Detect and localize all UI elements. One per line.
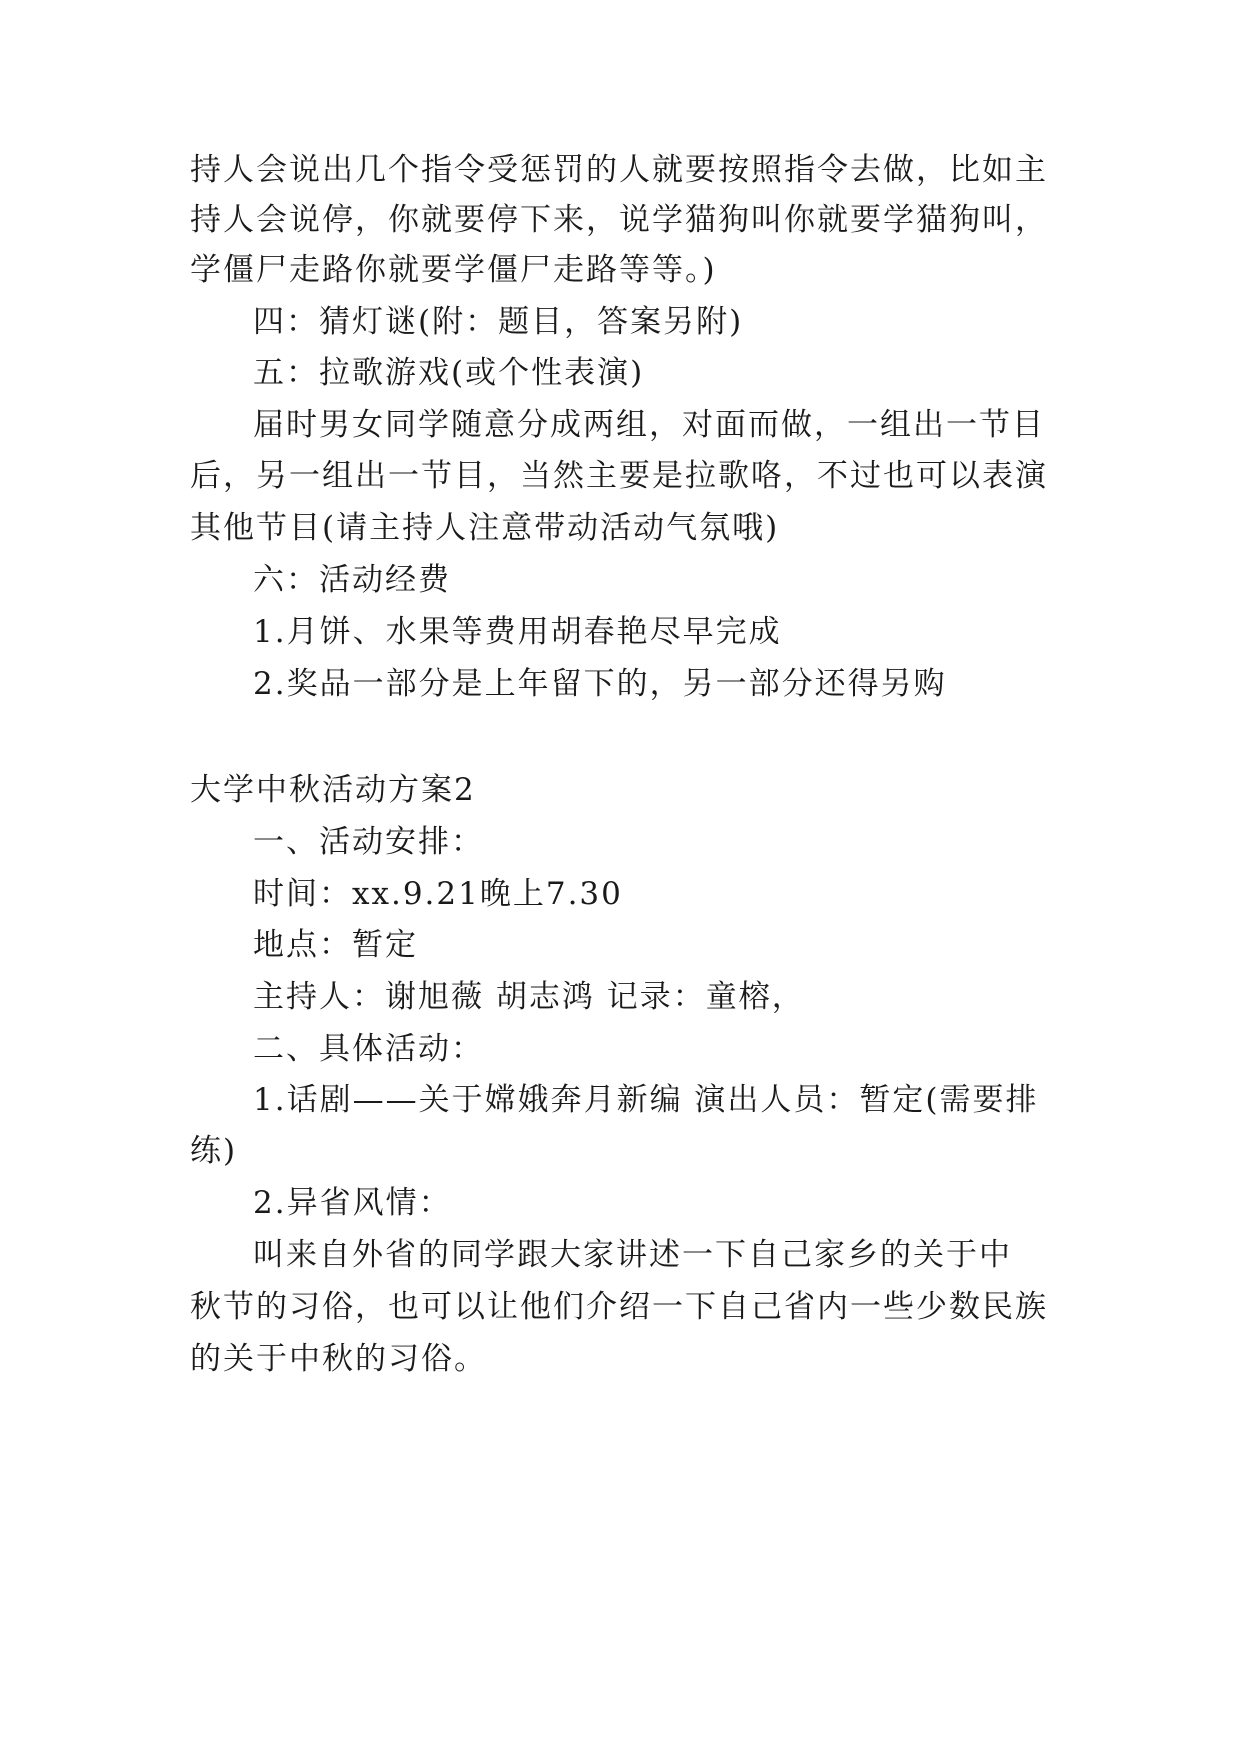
place-line: 地点：暂定 <box>253 927 418 963</box>
activity-one-line: 1.话剧——关于嫦娥奔月新编 演出人员：暂定(需要排 <box>253 1082 1039 1118</box>
list-item: 2.奖品一部分是上年留下的，另一部分还得另购 <box>253 666 947 702</box>
paragraph-line: 后，另一组出一节目，当然主要是拉歌咯，不过也可以表演 <box>190 458 1048 494</box>
host-line: 主持人：谢旭薇 胡志鸿 记录：童榕， <box>253 979 805 1015</box>
heading-part-two: 二、具体活动： <box>253 1031 484 1067</box>
paragraph-line: 持人会说出几个指令受惩罚的人就要按照指令去做，比如主 <box>190 152 1048 188</box>
activity-two-title: 2.异省风情： <box>253 1185 452 1221</box>
paragraph-line: 其他节目(请主持人注意带动活动气氛哦) <box>190 510 780 546</box>
activity-one-line: 练) <box>190 1133 238 1169</box>
list-item-four: 四：猜灯谜(附：题目，答案另附) <box>253 304 744 340</box>
paragraph-line: 叫来自外省的同学跟大家讲述一下自己家乡的关于中 <box>253 1237 1012 1273</box>
section-title: 大学中秋活动方案2 <box>190 772 476 808</box>
list-item-six: 六：活动经费 <box>253 562 451 598</box>
paragraph-line: 届时男女同学随意分成两组，对面而做，一组出一节目 <box>253 407 1045 443</box>
paragraph-line: 秋节的习俗，也可以让他们介绍一下自己省内一些少数民族 <box>190 1289 1048 1325</box>
paragraph-line: 持人会说停，你就要停下来，说学猫狗叫你就要学猫狗叫， <box>190 202 1048 238</box>
paragraph-line: 的关于中秋的习俗。 <box>190 1341 487 1377</box>
paragraph-line: 学僵尸走路你就要学僵尸走路等等。) <box>190 252 717 288</box>
time-line: 时间：xx.9.21晚上7.30 <box>253 876 623 912</box>
heading-part-one: 一、活动安排： <box>253 824 484 860</box>
list-item-five: 五：拉歌游戏(或个性表演) <box>253 355 645 391</box>
list-item: 1.月饼、水果等费用胡春艳尽早完成 <box>253 614 782 650</box>
